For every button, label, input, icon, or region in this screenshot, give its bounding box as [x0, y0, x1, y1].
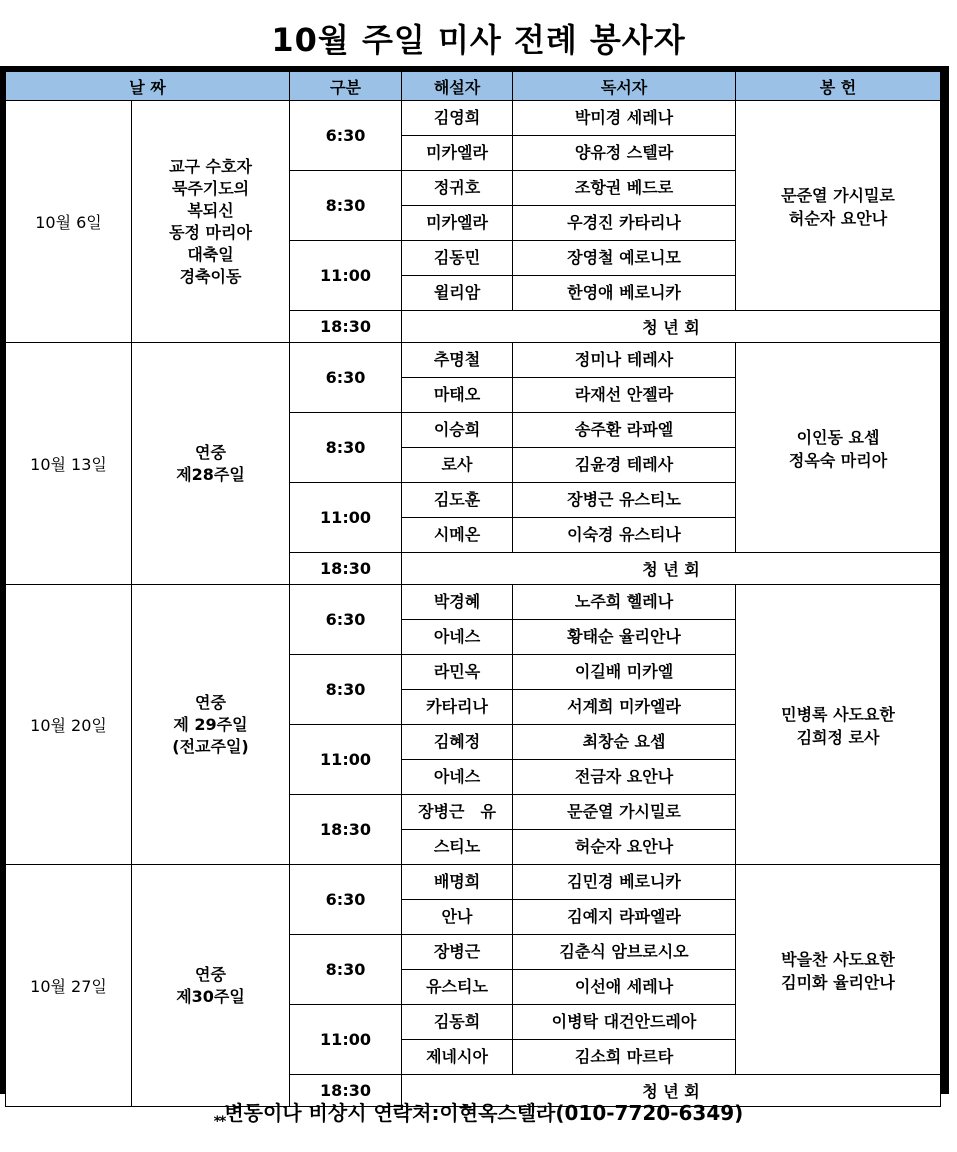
commentator-name: 박경혜: [433, 592, 481, 611]
mass-time: 11:00: [290, 241, 402, 311]
commentator-baptismal: 스티노: [402, 829, 512, 864]
youth-group-cell: 청 년 회: [402, 311, 941, 343]
commentator-cell: [402, 585, 513, 655]
desc-line: 묵주기도의: [171, 178, 250, 198]
commentator-name: 정귀호: [433, 178, 481, 197]
reader-1: 이길배 미카엘: [574, 662, 674, 681]
week-desc: [132, 964, 289, 1008]
reader-2: 김소희 마르타: [513, 1039, 735, 1074]
commentator-cell: [402, 483, 513, 553]
mass-time: 8:30: [290, 655, 402, 725]
commentator-baptismal: 윌리암: [402, 275, 512, 310]
commentator-baptismal: 아네스: [402, 759, 512, 794]
reader-2: 한영애 베로니카: [513, 275, 735, 310]
commentator-name: 김동민: [433, 248, 481, 267]
offering-line: 박을찬 사도요한: [781, 949, 895, 969]
desc-line: 복되신: [187, 200, 234, 220]
week-desc: [132, 442, 289, 486]
reader-cell: [513, 101, 736, 171]
page-title: 10월 주일 미사 전례 봉사자: [271, 21, 686, 59]
reader-1: 박미경 세레나: [574, 108, 674, 127]
mass-time: 6:30: [290, 343, 402, 413]
reader-2: 전금자 요안나: [513, 759, 735, 794]
reader-cell: [513, 655, 736, 725]
schedule-frame: [0, 66, 949, 1101]
offering-line: 김희정 로사: [796, 727, 880, 747]
commentator-cell: [402, 343, 513, 413]
commentator-baptismal: 유스티노: [402, 969, 512, 1004]
desc-line: 제28주일: [176, 464, 245, 484]
week-desc-cell: [132, 865, 290, 1107]
commentator-cell: [402, 171, 513, 241]
header-offering: 봉 헌: [736, 72, 941, 101]
reader-1: 장영철 예로니모: [567, 248, 681, 267]
contact-text: 변동이나 비상시 연락처:이현옥스텔라(010-7720-6349): [224, 1101, 744, 1125]
commentator-cell: [402, 935, 513, 1005]
contact-footer: [0, 1098, 957, 1133]
offering-cell: [736, 343, 941, 553]
mass-time: 18:30: [290, 311, 402, 343]
reader-cell: [513, 1005, 736, 1075]
reader-1: 정미나 테레사: [574, 350, 674, 369]
table-row: [6, 585, 941, 655]
commentator-name: 김도훈: [433, 490, 481, 509]
offering-line: 민병록 사도요한: [781, 704, 895, 724]
reader-cell: [513, 413, 736, 483]
commentator-cell: [402, 725, 513, 795]
mass-time: 11:00: [290, 1005, 402, 1075]
date-cell: 10월 6일: [6, 101, 132, 343]
mass-time: 6:30: [290, 101, 402, 171]
reader-1: 이병탁 대건안드레아: [551, 1012, 697, 1031]
mass-time: 8:30: [290, 413, 402, 483]
week-desc-cell: [132, 101, 290, 343]
desc-line: (전교주일): [172, 736, 249, 756]
commentator-name: 장병근 유: [418, 802, 496, 821]
desc-line: 연중: [195, 442, 226, 462]
reader-2: 김예지 라파엘라: [513, 899, 735, 934]
commentator-baptismal: 안나: [402, 899, 512, 934]
offering-line: 정옥숙 마리아: [788, 450, 888, 470]
commentator-baptismal: 제네시아: [402, 1039, 512, 1074]
offering-cell: [736, 101, 941, 311]
reader-2: 우경진 카타리나: [513, 205, 735, 240]
reader-2: 이선애 세레나: [513, 969, 735, 1004]
mass-time: 6:30: [290, 585, 402, 655]
desc-line: 교구 수호자: [169, 156, 252, 176]
offering-cell: [736, 865, 941, 1075]
reader-cell: [513, 865, 736, 935]
offering-line: 허순자 요안나: [788, 208, 888, 228]
desc-line: 경축이동: [179, 266, 242, 286]
commentator-name: 배명희: [433, 872, 481, 891]
date-cell: 10월 13일: [6, 343, 132, 585]
commentator-name: 장병근: [433, 942, 481, 961]
reader-1: 장병근 유스티노: [567, 490, 681, 509]
header-date: 날 짜: [6, 72, 290, 101]
offering-line: 김미화 율리안나: [781, 972, 895, 992]
reader-cell: [513, 795, 736, 865]
commentator-baptismal: 시메온: [402, 517, 512, 552]
offering-line: 문준열 가시밀로: [781, 185, 895, 205]
reader-1: 김춘식 암브로시오: [559, 942, 689, 961]
commentator-cell: [402, 1005, 513, 1075]
week-desc: [132, 156, 289, 288]
commentator-name: 김영희: [433, 108, 481, 127]
commentator-baptismal: 로사: [402, 447, 512, 482]
header-type: 구분: [290, 72, 402, 101]
commentator-baptismal: 마태오: [402, 377, 512, 412]
offering-line: 이인동 요셉: [796, 427, 880, 447]
commentator-name: 라민옥: [433, 662, 481, 681]
header-row: [6, 72, 941, 101]
commentator-name: 김동희: [433, 1012, 481, 1031]
commentator-cell: [402, 865, 513, 935]
mass-time: 8:30: [290, 171, 402, 241]
desc-line: 대축일: [187, 244, 234, 264]
reader-2: 양유정 스텔라: [513, 135, 735, 170]
commentator-name: 추명철: [433, 350, 481, 369]
mass-time: 18:30: [290, 553, 402, 585]
reader-cell: [513, 725, 736, 795]
table-row: [6, 343, 941, 413]
commentator-baptismal: 미카엘라: [402, 135, 512, 170]
reader-2: 황태순 율리안나: [513, 619, 735, 654]
reader-cell: [513, 585, 736, 655]
mass-time: 6:30: [290, 865, 402, 935]
commentator-baptismal: 카타리나: [402, 689, 512, 724]
mass-time: 18:30: [290, 795, 402, 865]
reader-2: 서계희 미카엘라: [513, 689, 735, 724]
commentator-cell: [402, 795, 513, 865]
reader-2: 김윤경 테레사: [513, 447, 735, 482]
reader-1: 문준열 가시밀로: [567, 802, 681, 821]
commentator-name: 이승희: [433, 420, 481, 439]
mass-time: 8:30: [290, 935, 402, 1005]
reader-1: 송주환 라파엘: [574, 420, 674, 439]
asterisk-icon: ⁎⁎: [213, 1110, 225, 1126]
desc-line: 제30주일: [176, 986, 245, 1006]
youth-group-cell: 청 년 회: [402, 553, 941, 585]
desc-line: 연중: [195, 692, 226, 712]
desc-line: 동정 마리아: [169, 222, 252, 242]
reader-cell: [513, 343, 736, 413]
commentator-name: 김혜정: [433, 732, 481, 751]
offering-cell: [736, 585, 941, 865]
reader-cell: [513, 935, 736, 1005]
reader-cell: [513, 483, 736, 553]
commentator-baptismal: 아네스: [402, 619, 512, 654]
desc-line: 제 29주일: [173, 714, 248, 734]
reader-1: 노주희 헬레나: [574, 592, 674, 611]
desc-line: 연중: [195, 964, 226, 984]
header-reader: 독서자: [513, 72, 736, 101]
youth-group-cell: 청 년 회: [402, 1075, 941, 1107]
table-row: [6, 101, 941, 171]
reader-2: 라재선 안젤라: [513, 377, 735, 412]
commentator-cell: [402, 101, 513, 171]
commentator-baptismal: 미카엘라: [402, 205, 512, 240]
mass-time: 18:30: [290, 1075, 402, 1107]
reader-1: 최창순 요셉: [582, 732, 666, 751]
reader-1: 김민경 베로니카: [567, 872, 681, 891]
reader-cell: [513, 241, 736, 311]
commentator-cell: [402, 413, 513, 483]
schedule-table: [5, 71, 941, 1107]
week-desc-cell: [132, 585, 290, 865]
header-commentator: 해설자: [402, 72, 513, 101]
date-cell: 10월 20일: [6, 585, 132, 865]
reader-1: 조항권 베드로: [574, 178, 674, 197]
mass-time: 11:00: [290, 725, 402, 795]
commentator-cell: [402, 241, 513, 311]
reader-cell: [513, 171, 736, 241]
mass-time: 11:00: [290, 483, 402, 553]
reader-2: 이숙경 유스티나: [513, 517, 735, 552]
date-cell: 10월 27일: [6, 865, 132, 1107]
reader-2: 허순자 요안나: [513, 829, 735, 864]
table-row: [6, 865, 941, 935]
week-desc-cell: [132, 343, 290, 585]
week-desc: [132, 692, 289, 758]
commentator-cell: [402, 655, 513, 725]
